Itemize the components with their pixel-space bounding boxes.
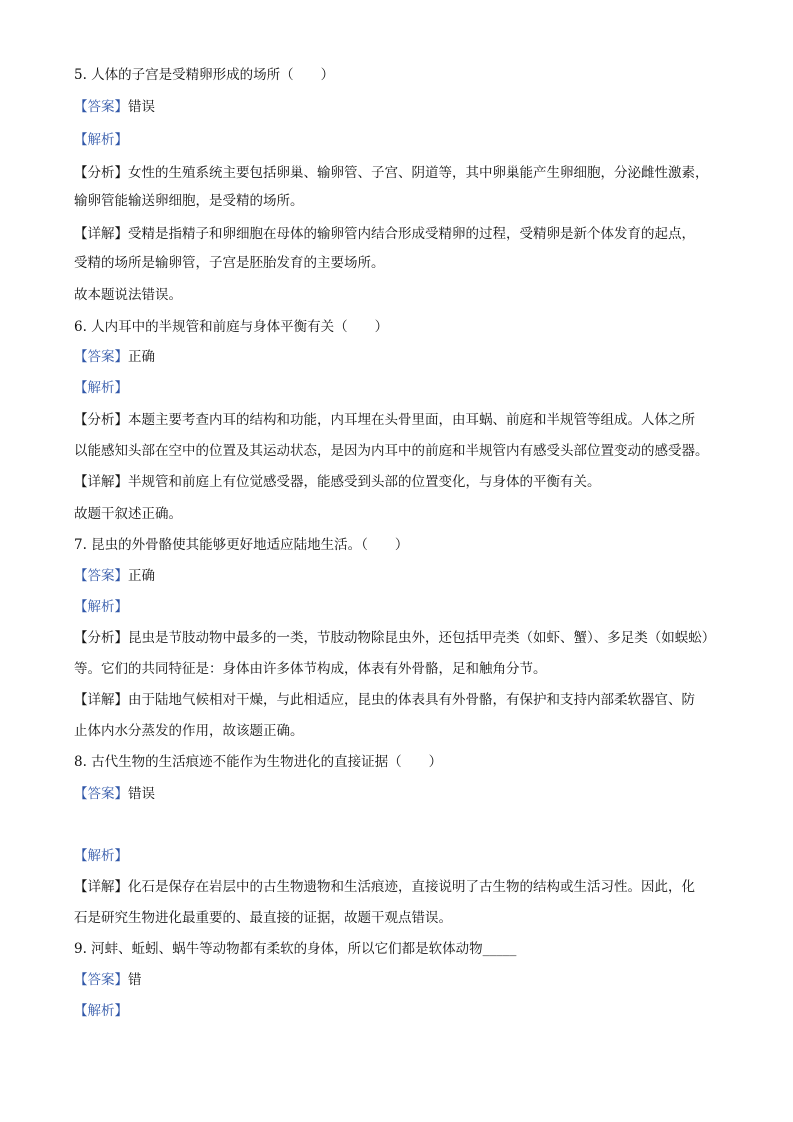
answer-text: 错误 — [128, 99, 155, 115]
q7-xiangjie-2: 止体内水分蒸发的作用，故该题正确。 — [74, 723, 304, 739]
q5-analysis-tag: 【解析】 — [74, 132, 128, 148]
q5-answer — [74, 97, 724, 117]
q9-analysis-tag: 【解析】 — [74, 1003, 128, 1019]
fenxi-tag: 【分析】 — [74, 165, 128, 181]
xiangjie-tag: 【详解】 — [74, 226, 128, 242]
xiangjie-tag: 【详解】 — [74, 474, 128, 490]
answer-text: 正确 — [128, 349, 155, 365]
fenxi-tag: 【分析】 — [74, 630, 128, 646]
q6-analysis-tag: 【解析】 — [74, 380, 128, 396]
q5-fenxi-2: 输卵管能输送卵细胞，是受精的场所。 — [74, 193, 304, 209]
q7-analysis-tag: 【解析】 — [74, 599, 128, 615]
xiangjie-tag: 【详解】 — [74, 879, 128, 895]
xiangjie-text: 由于陆地气候相对干燥，与此相适应，昆虫的体表具有外骨骼，有保护和支持内部柔软器官、防 — [128, 692, 695, 708]
answer-text: 正确 — [128, 568, 155, 584]
xiangjie-tag: 【详解】 — [74, 692, 128, 708]
answer-tag: 【答案】 — [74, 568, 128, 584]
answer-tag: 【答案】 — [74, 786, 128, 802]
q6-answer — [74, 347, 724, 367]
q5-fenxi-1 — [74, 163, 724, 183]
q9-question: 9. 河蚌、蚯蚓、蜗牛等动物都有柔软的身体，所以它们都是软体动物_____ — [74, 941, 517, 957]
q5-question: 5. 人体的子宫是受精卵形成的场所（ ） — [74, 67, 335, 83]
q6-fenxi-2: 以能感知头部在空中的位置及其运动状态，是因为内耳中的前庭和半规管内有感受头部位置变动的感受器。 — [74, 443, 709, 459]
q6-conclusion: 故题干叙述正确。 — [74, 506, 182, 522]
q7-answer — [74, 566, 724, 586]
q7-fenxi-2: 等。它们的共同特征是：身体由许多体节构成，体表有外骨骼，足和触角分节。 — [74, 661, 547, 677]
q7-xiangjie-1 — [74, 690, 724, 710]
xiangjie-text: 半规管和前庭上有位觉感受器，能感受到头部的位置变化，与身体的平衡有关。 — [128, 474, 601, 490]
q5-xiangjie-2: 受精的场所是输卵管，子宫是胚胎发育的主要场所。 — [74, 255, 385, 271]
q8-xiangjie-1 — [74, 877, 724, 897]
answer-tag: 【答案】 — [74, 99, 128, 115]
q7-question: 7. 昆虫的外骨骼使其能够更好地适应陆地生活。（ ） — [74, 537, 409, 553]
answer-text: 错 — [128, 972, 142, 988]
q8-xiangjie-2: 石是研究生物进化最重要的、最直接的证据，故题干观点错误。 — [74, 910, 452, 926]
q9-answer — [74, 970, 724, 990]
fenxi-text: 本题主要考查内耳的结构和功能，内耳埋在头骨里面，由耳蜗、前庭和半规管等组成。人体之所 — [128, 412, 695, 428]
q8-analysis-tag: 【解析】 — [74, 848, 128, 864]
fenxi-tag: 【分析】 — [74, 412, 128, 428]
q5-conclusion: 故本题说法错误。 — [74, 287, 182, 303]
q6-question: 6. 人内耳中的半规管和前庭与身体平衡有关（ ） — [74, 319, 389, 335]
q8-question: 8. 古代生物的生活痕迹不能作为生物进化的直接证据（ ） — [74, 754, 443, 770]
fenxi-text: 女性的生殖系统主要包括卵巢、输卵管、子宫、阴道等，其中卵巢能产生卵细胞，分泌雌性激素， — [128, 165, 709, 181]
q5-xiangjie-1 — [74, 224, 724, 244]
answer-tag: 【答案】 — [74, 349, 128, 365]
xiangjie-text: 化石是保存在岩层中的古生物遗物和生活痕迹，直接说明了古生物的结构或生活习性。因此，化 — [128, 879, 695, 895]
q6-fenxi-1 — [74, 410, 724, 430]
fenxi-text: 昆虫是节肢动物中最多的一类，节肢动物除昆虫外，还包括甲壳类（如虾、蟹）、多足类（如蜈蚣） — [128, 630, 716, 646]
answer-tag: 【答案】 — [74, 972, 128, 988]
xiangjie-text: 受精是指精子和卵细胞在母体的输卵管内结合形成受精卵的过程，受精卵是新个体发育的起点， — [128, 226, 695, 242]
answer-text: 错误 — [128, 786, 155, 802]
q8-answer — [74, 784, 724, 804]
q7-fenxi-1 — [74, 628, 724, 648]
q6-xiangjie-1 — [74, 472, 724, 492]
